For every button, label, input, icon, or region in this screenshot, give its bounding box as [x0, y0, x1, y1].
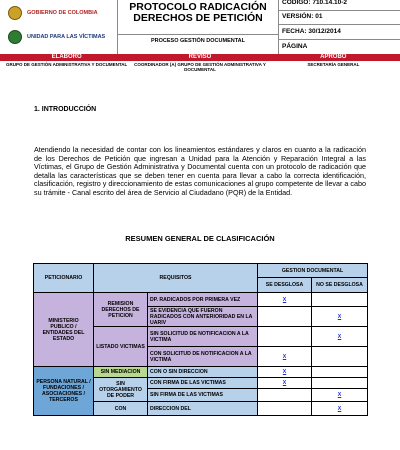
approval-reviso: REVISÓ — [188, 54, 212, 60]
header-logos — [0, 0, 118, 54]
approval-aprobo: APROBÓ — [320, 54, 347, 60]
doc-version: VERSIÓN: 01 — [282, 13, 323, 20]
process-name: PROCESO GESTIÓN DOCUMENTAL — [150, 38, 245, 44]
doc-date: FECHA: 30/12/2014 — [282, 28, 341, 35]
approval-values — [0, 61, 400, 72]
header-title-cell — [118, 0, 279, 54]
gov-logo-text: GOBIERNO DE COLOMBIA — [27, 10, 98, 16]
req-con-firma: CON FIRMA DE LAS VICTIMAS — [148, 378, 258, 389]
sub-sin-otorgamiento: SIN OTORGAMIENTO DE PODER — [94, 378, 148, 402]
sub-listado: LISTADO VICTIMAS — [94, 327, 148, 367]
mark-cell: X — [312, 327, 368, 347]
approval-value-reviso: COORDINADOR (A) GRUPO DE GESTIÓN ADMINISTRATIVA Y DOCUMENTAL — [134, 62, 266, 72]
classification-table — [33, 263, 368, 416]
unit-logo-text: UNIDAD PARA LAS VÍCTIMAS — [27, 34, 106, 40]
req-direccion: DIRECCION DEL — [148, 402, 258, 416]
section-title: 1. INTRODUCCIÓN — [34, 106, 97, 113]
mark-cell: X — [312, 307, 368, 327]
document-title: PROTOCOLO RADICACIÓN DERECHOS DE PETICIÓN — [129, 1, 267, 24]
sub-sin-mediacion: SIN MEDIACION — [94, 367, 148, 378]
mark-cell: X — [312, 389, 368, 402]
header-no-se-desglosa: NO SE DESGLOSA — [312, 278, 368, 293]
approval-value-elaboro: GRUPO DE GESTIÓN ADMINISTRATIVA Y DOCUMENTAL — [6, 62, 128, 67]
header-se-desglosa: SE DESGLOSA — [258, 278, 312, 293]
approval-header-bar — [0, 54, 400, 61]
header-gestion: GESTION DOCUMENTAL — [258, 264, 368, 278]
doc-code: CÓDIGO: 710.14.10-2 — [282, 0, 348, 6]
mark-cell: X — [312, 402, 368, 416]
sub-remision: REMISION DERECHOS DE PETICION — [94, 293, 148, 327]
unit-logo — [8, 28, 116, 46]
intro-paragraph: Atendiendo la necesidad de contar con los lineamientos estándares y claros en cuanto a la radicación de los Derechos de Petición que ingresan a Unidad para la Atención y Reparación Integral a las Víctimas, el Grupo de Gestión Administrativa y Documental cuenta con un protocolo de radicación que detalla las características que se deben tener en cuenta para llevar a cabo la correcta identificación, clasificación, registro y direccionamiento de estas comunicaciones al grupo competente de llevar a cabo su trámite - Canal escrito del área de Servicio al Ciudadano (PQR) de la Entidad. — [34, 145, 366, 197]
table-title: RESUMEN GENERAL DE CLASIFICACIÓN — [125, 234, 275, 243]
req-con-notificacion: CON SOLICITUD DE NOTIFICACION A LA VICTIMA — [148, 347, 258, 367]
gov-logo — [8, 4, 116, 22]
req-primera-vez: DP. RADICADOS POR PRIMERA VEZ — [148, 293, 258, 307]
group-persona-natural: PERSONA NATURAL / FUNDACIONES / ASOCIACIONES / TERCEROS — [34, 367, 94, 416]
sub-con: CON — [94, 402, 148, 416]
mark-cell: X — [258, 378, 312, 389]
req-sin-notificacion: SIN SOLICITUD DE NOTIFICACION A LA VICTIMA — [148, 327, 258, 347]
mark-cell: X — [258, 367, 312, 378]
document-header — [0, 0, 400, 54]
req-anterioridad: SE EVIDENCIA QUE FUERON RADICADOS CON ANTERIORIDAD EN LA UARIV — [148, 307, 258, 327]
coat-of-arms-icon — [8, 6, 22, 20]
header-peticionario: PETICIONARIO — [34, 264, 94, 293]
header-meta — [279, 0, 400, 54]
group-ministerio: MINISTERIO PUBLICO / ENTIDADES DEL ESTADO — [34, 293, 94, 367]
mark-cell: X — [258, 293, 312, 307]
unit-emblem-icon — [8, 30, 22, 44]
mark-cell: X — [258, 347, 312, 367]
header-requisitos: REQUISITOS — [94, 264, 258, 293]
req-sin-firma: SIN FIRMA DE LAS VICTIMAS — [148, 389, 258, 402]
approval-value-aprobo: SECRETARÍA GENERAL — [307, 62, 360, 67]
req-con-sin-direccion: CON O SIN DIRECCION — [148, 367, 258, 378]
approval-elaboro: ELABORÓ — [51, 54, 82, 60]
doc-page: PÁGINA — [282, 43, 308, 50]
